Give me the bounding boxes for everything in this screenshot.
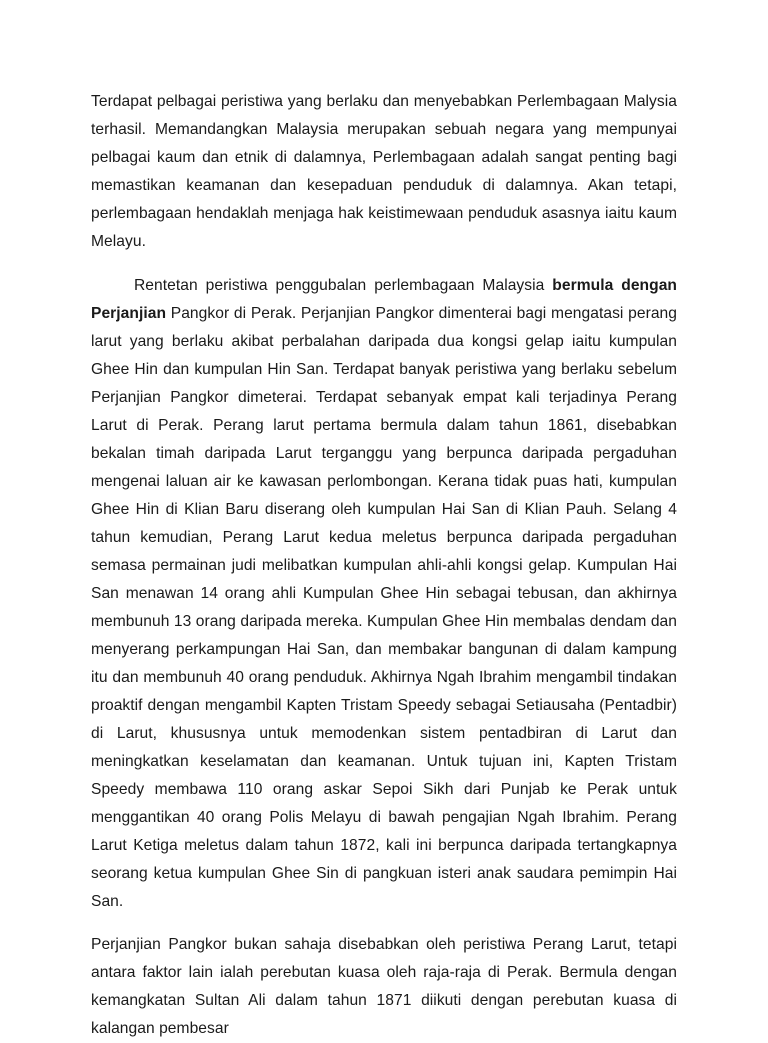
bold-phrase: bermula dengan Perjanjian	[91, 277, 677, 322]
paragraph-perang-larut	[91, 272, 677, 916]
paragraph-perebutan-kuasa: Perjanjian Pangkor bukan sahaja disebabkan oleh peristiwa Perang Larut, tetapi antara faktor lain ialah perebutan kuasa oleh raja-raja di Perak. Bermula dengan kemangkatan Sultan Ali dalam tahun 1871 diikuti dengan perebutan kuasa di kalangan pembesar	[91, 936, 677, 1037]
paragraph-intro: Terdapat pelbagai peristiwa yang berlaku dan menyebabkan Perlembagaan Malysia terhasil. Memandangkan Malaysia merupakan sebuah negara yang mempunyai pelbagai kaum dan etnik di dalamnya, Perlembagaan adalah sangat penting bagi memastikan keamanan dan kesepaduan penduduk di dalamnya. Akan tetapi, perlembagaan hendaklah menjaga hak keistimewaan penduduk asasnya iaitu kaum Melayu.	[91, 93, 677, 250]
paragraph-text-after-bold: Pangkor di Perak. Perjanjian Pangkor dimenterai bagi mengatasi perang larut yang berlaku akibat perbalahan daripada dua kongsi gelap iaitu kumpulan Ghee Hin dan kumpulan Hin San. Terdapat banyak peristiwa yang berlaku sebelum Perjanjian Pangkor dimeterai. Terdapat sebanyak empat kali terjadinya Perang Larut di Perak. Perang larut pertama bermula dalam tahun 1861, disebabkan bekalan timah daripada Larut terganggu yang berpunca daripada pergaduhan mengenai laluan air ke kawasan perlombongan. Kerana tidak puas hati, kumpulan Ghee Hin di Klian Baru diserang oleh kumpulan Hai San di Klian Pauh. Selang 4 tahun kemudian, Perang Larut kedua meletus berpunca daripada pergaduhan semasa permainan judi melibatkan kumpulan ahli-ahli kongsi gelap. Kumpulan Hai San menawan 14 orang ahli Kumpulan Ghee Hin sebagai tebusan, dan akhirnya membunuh 13 orang daripada mereka. Kumpulan Ghee Hin membalas dendam dan menyerang perkampungan Hai San, dan membakar bangunan di dalam kampung itu dan membunuh 40 orang penduduk. Akhirnya Ngah Ibrahim mengambil tindakan proaktif dengan mengambil Kapten Tristam Speedy sebagai Setiausaha (Pentadbir) di Larut, khususnya untuk memodenkan sistem pentadbiran di Larut dan meningkatkan keselamatan dan keamanan. Untuk tujuan ini, Kapten Tristam Speedy membawa 110 orang askar Sepoi Sikh dari Punjab ke Perak untuk menggantikan 40 orang Polis Melayu di bawah pengajian Ngah Ibrahim. Perang Larut Ketiga meletus dalam tahun 1872, kali ini berpunca daripada tertangkapnya seorang ketua kumpulan Ghee Sin di pangkuan isteri anak saudara pemimpin Hai San.	[91, 305, 677, 910]
paragraph-text-before-bold: Rentetan peristiwa penggubalan perlembagaan Malaysia	[134, 277, 553, 294]
